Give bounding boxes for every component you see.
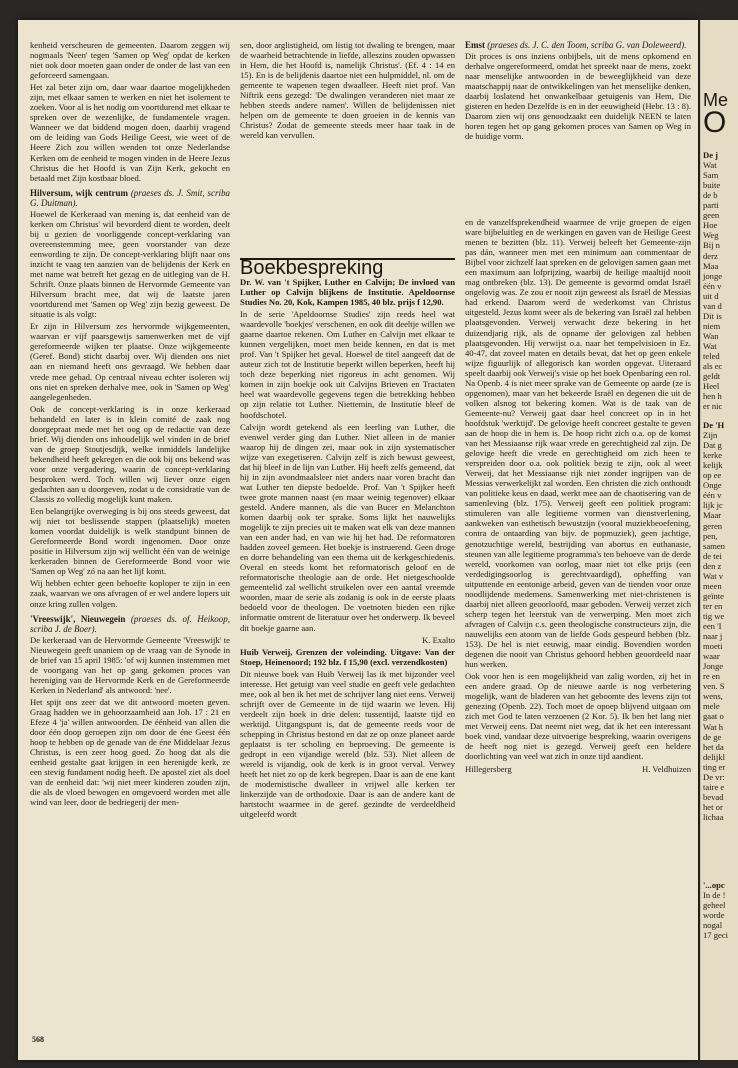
next-page-line: ven. S (703, 681, 725, 692)
heading-title: Emst (465, 40, 485, 50)
heading-title: 'Vreeswijk', Nieuwegein (30, 613, 126, 624)
magazine-page (18, 20, 698, 1060)
next-page-line: Hoe (703, 220, 718, 231)
heading-subtitle: (praeses ds. J. C. den Toom, scriba G. van Doleweerd). (487, 40, 687, 50)
next-page-line: Wat v (703, 570, 724, 581)
next-page-line: als ec (703, 361, 723, 372)
paragraph: kenheid verscheuren de gemeenten. Daarom zeggen wij nogmaals 'Neen' tegen 'Samen op Weg' opdat de kerken niet ook door moeten gaan onder de onder de last van een geforceerd samengaan. (30, 40, 230, 81)
paragraph: Ook de concept-verklaring is in onze kerkeraad behandeld en later is in klein comité de zaak nog doorgepraat mede met het oog op de redactie van deze brief. Wij dienden ons inhoudelijk wel vinden in de brief van de groep Stoutjesdijk, welke inmiddels landelijke bekendheid heeft gekregen en die ook bij ons bekend was voor onze vergadering, waarin de concept-verklaring besproken werd. Toch willen wij liever onze eigen gedachten aan u doorgeven, zodat u de considratie van de Classis zo volledig mogelijk kunt maken. (30, 403, 230, 505)
next-page-line: geen (703, 210, 720, 221)
next-page-line: jonge (703, 270, 723, 281)
paragraph: Er zijn in Hilversum zes hervormde wijkgemeenten, waarvan er vijf paarsgewijs samenwerken met de vijf gereformeerde wijken ter plaatse. Onze wijkgemeente (Geref. Bond) sticht daarbij over. Wij dienden ons niet aan en niemand heeft ons gevraagd. We hebben daar vrede mee gehad. Op centraal niveau echter isoleren wij ons niet en spreken derhalve mee, ook in 'Samen op Weg' aangelegenheden. (30, 321, 230, 402)
review-signoff (465, 764, 691, 774)
paragraph: Ook voor hen is een mogelijkheid van zalig worden, zij het in een andere graad. Op de nieuwe aarde is nog verbetering mogelijk, want de bladeren van het geboomte des levens zijn tot genezing (Openb. 22). Toch moet de opoep blijvend uitgaan om zich met God te laten verzoenen (2 Kor. 5). Ik ben het lang niet met Verweij eens. Dat neemt niet weg, dat ik het een interessant boek vind, vandaar deze uitvoerige bespreking, waarin overigens de heeft nog niet is gezegd. Verweij geeft een heldere doorlichting van veel wat zich in onze tijd aandient. (465, 671, 691, 762)
heading-subtitle: (praeses ds. of. Heikoop, scriba J. de Boer). (30, 613, 230, 634)
book-heading: Huib Verweij, Grenzen der voleinding. Uitgave: Van der Stoep, Heinenoord; 192 blz. f 15,90 (excl. verzendkosten) (240, 646, 455, 667)
page-number: 568 (32, 1035, 44, 1044)
next-page-line: niem (703, 320, 721, 331)
paragraph: Het zal beter zijn om, daar waar daartoe mogelijkheden zijn, met elkaar samen te werken en niet het isolement te zoeken. Voor al is het nodig om voortdurend met elkaar te spreken over de wezenlijke, de fundamentele vragen. Wanneer we dat biddend mogen doen, daarbij vragend om de leiding van Gods Heilige Geest, wie weet of de Heere Zich zou willen wenden tot onze Nederlandse Kerken om de eenheid te mogen vinden in de Heere Jezus Christus die het Hoofd is van Zijn Kerk, gekocht en betaald met Zijn kostbaar bloed. (30, 82, 230, 183)
next-page-line: ter en (703, 600, 723, 611)
heading-title: Hilversum, wijk centrum (30, 187, 128, 198)
column-right-review (465, 217, 691, 774)
column-right-top (465, 40, 691, 143)
next-page-line: geldt (703, 371, 721, 382)
next-page-line: op ee (703, 470, 722, 481)
next-page-line: meen (703, 580, 722, 591)
section-heading-vreeswijk (30, 614, 230, 634)
next-page-line: De vr: (703, 771, 725, 782)
next-page-line: bevad (703, 791, 724, 802)
next-page-line: naar j (703, 631, 723, 642)
next-page-line: Zijn (703, 430, 718, 441)
next-page-line: Wan (703, 330, 719, 341)
paragraph: Calvijn wordt getekend als een leerling van Luther, die evenwel verder ging dan Luther. Niet alleen in de manier waarop hij de dingen zei, maar ook in zijn systematischer wijze van exegetiseren. Calvijn zelf is zich bewust geweest, dat hij bleef in de lijn van Luther. Hij heeft zelfs gemeend, dat hij in zijn avondmaalsleer niet anders naar voren bracht dan wat Luther ten diepste bedoelde. Prof. Van 't Spijker heeft twee grote mannen naast (en maar weinig tegenover) elkaar gesteld. Andere mannen, als die van Bucer en Melanchton komen daarbij ook ter sprake. Soms lijkt het nauwelijks mogelijk te zijn precies uit te maken wat elk van deze mannen van een ander had, en van wie hij het had. De reformatoren hadden zoveel gemeen. Het boekje is instruerend. Geen droge en dorre behandeling van een thema uit de kerkgeschiedenis. Overal en steeds komt het reformatorisch geloof en de reformatorische theologie aan de orde. Het nietgeschoolde gemeentelid zal wellicht struikelen over een aantal vreemde woorden, maar de serie als zodanig is ook in de eerste plaats bedoeld voor de theologen. De voetnoten bieden een rijke informatie omtrent de literatuur over het onderwerp. Ik beveel dit boekje gaarne aan. (240, 421, 455, 633)
next-page-line: kelijk (703, 460, 723, 471)
next-page-line: er nic (703, 401, 723, 412)
next-page-line: de ge (703, 731, 722, 742)
next-page-line: geheel (703, 900, 726, 911)
next-page-line: De 'H (703, 420, 725, 430)
next-page-line: In de ! (703, 890, 726, 901)
next-page-line: geren (703, 520, 723, 531)
next-page-line: Maar (703, 510, 722, 521)
paragraph: en de vanzelfsprekendheid waarmee de vrije groepen de eigen ware bijbeluitleg en de werkingen en gaven van de Heilige Geest menen te bezitten (blz. 11). Verweij beleeft het Gemeente-zijn pas dán, wanneer men met een minimum aan commentaar de Bijbel voor zichzelf laat spreken en de gelovigen samen gaan met een maximum aan lofprijzing, waarbij de heilige maaltijd nooit mag ontbreken (blz. 13). De gemeente is gevormd omdat Israël ongelovig was. Ze zou er nooit zijn geweest als Israël de Messias had erkend. Daarom werd de wederkomst van Christus uitgesteld. Jezus komt weer als de bekering van Israël zal hebben plaatsgevonden. Verweij verwacht deze bekering in het duizendjarig rijk, als de opname der gelovigen zal hebben plaatsgevonden. Hij verwijst o.a. naar het tempelvisioen in Ez. 40-47, dat zoveel maten en details bevat, dat het op geen enkele wijze figuurlijk of allegorisch kan worden opgevat. Uiteraard speelt daarbij ook Verweij's visie op het boek Openbaring een rol. Na Openb. 4 is niet meer sprake van de Gemeente op aarde (ze is opgenomen), maar van het bekeerde Israël en degenen die uit de volken alsnog tot bekering komen. Wat is de taak van de Gemeente-nu? Verweij gaat daar heel concreet op in in het hoofdstuk 'werktijd'. De gelovige heeft concreet gestalte te geven aan de hoop die in hem is. De hoop richt zich o.a. op de komst van het Messiaanse rijk waar vrede en gerechtigheid zal zijn. De gelovige heeft die vrede en gerechtigheid om zich heen te verspreiden door o.a. ook politiek bezig te zijn, ook al weet Verweij, dat het Messiaanse rijk niet zonder ingrijpen van de Messias verwerkelijkt zal worden. Een christen die zich onthoudt van politieke keus en daad, werkt mee aan de chaotisering van de samenleving (blz. 175). Verweij geeft een politiek program: stimuleren van alle legitieme vormen van dienstverlening, aankweken van esthetisch bewustzijn (vooral muziekbeoefening, contra de ontaarding van bijv. de popmuziek), geen jachtige, genotzuchtige wereld, bestrijding van abortus en euthanasie, steunen van alle legitieme programma's ten behoeve van de derde wereld, voorkomen van oorlog, maar niet tot elke prijs (een verdedigingsoorlog is gerechtvaardigd), opheffing van uitputtende en eentonige arbeid, geven van de tienden voor onze noodlijdende medemens. Samenwerking met niet-christenen is daarbij niet alleen geoorloofd, maar geboden. Verweij verzet zich scherp tegen het leerstuk van de verwerping. Men moet zich afvragen of Calvijn c.s. geen theologische constructeurs zijn, die nauwelijks een atoom van de liefde Gods gespeurd hebben (blz. 153). De hel is niet eeuwig, maar eindig. Bovendien worden degenen die nooit van Christus gehoord hebben geoordeeld naar hun werken. (465, 217, 691, 670)
heading-subtitle: (praeses ds. J. Smit, scriba G. Duitman). (30, 187, 230, 208)
next-page-line: worde (703, 910, 725, 921)
next-page-line: moeti (703, 641, 723, 652)
column-left (30, 40, 230, 809)
next-page-line: één v (703, 490, 722, 501)
reviewer-name: K. Exalto (422, 634, 455, 645)
next-page-line: een 'I (703, 621, 722, 631)
paragraph: Hoewel de Kerkeraad van mening is, dat eenheid van de kerken om Christus' wil bevorderd dient te worden, deelt bij u gezien de voorliggende concept-verklaring van overeenstemming mee, geen voorstander van deze eenwording te zijn. De concept-verklaring blijft naar ons inzicht te vaag ten aanzien van de belijdenis der Kerk en met name wat betreft het gezag en de uitleging van de H. Schrift. Onze plaats binnen de Hervormde Gemeente van Hilversum bracht mee, dat wij de laatste jaren voortdurend met 'Samen op Weg' zijn bezig geweest. De situatie is als volgt: (30, 208, 230, 320)
paragraph: Dit proces is ons inziens onbijbels, uit de mens opkomend en derhalve ongereformeerd, omdat het spreekt naar de mens, zoekt naar menselijke antwoorden in de beweeglijkheid van deze maatschappij naar de ontwikkelingen van het menselijke denken, daarbij loslatend het onwankelbaar getuigenis van Hem, Die gisteren en heden Dezelfde is en in der eeuwigheid (Hebr. 13 : 8). Daarom zien wij ons genoodzaakt een duidelijk NEEN te laten horen tegen het op gang gekomen proces van Samen op Weg in de huidige vorm. (465, 51, 691, 142)
book-review-section (240, 258, 455, 821)
next-page-line: teled (703, 351, 720, 361)
next-page-line: Wat h (703, 721, 724, 732)
section-heading-emst (465, 40, 691, 50)
next-page-initial: O (703, 106, 727, 139)
next-page-line: van d (703, 300, 722, 311)
paragraph: Het spijt ons zeer dat we dit antwoord moeten geven. Graag hadden we in gehoorzaamheid aan Joh. 17 : 21 en Efeze 4 'ja' willen antwoorden. De éénheid van allen die door één doop geroepen zijn om door de éne Geest één hoop te hebben op de genade van de éne Middelaar Jezus Christus, is een zeer hoog goed. Zo hoog dat als die eenheid gestalte gaat krijgen in een herenigde kerk, ze een stevig fundament nodig heeft. De apostel ziet als doel van de eenheid dat: 'wij niet meer kinderen zouden zijn, die als de vloed bewogen en omgevoerd worden met alle wind van leer, door de bedriegerij der men- (30, 696, 230, 808)
next-page-line: geïnte (703, 590, 724, 601)
next-page-line: Wat (703, 340, 717, 351)
adjacent-page-edge (700, 20, 738, 1060)
next-page-line: Maa (703, 260, 719, 271)
next-page-line: mele (703, 701, 720, 712)
paragraph: In de serie 'Apeldoornse Studies' zijn reeds heel wat waardevolle 'boekjes' verschenen, en ook dit deeltje willen we gaarne daartoe rekenen. Om Luther en Calvijn met elkaar te kunnen vergelijken, moet men beide kennen, en dat is met prof. Van 't Spijker het geval. Hoewel de titel aangeeft dat de auteur zich tot de Institutie beperkt willen beperken, heeft hij toch deze beperking niet rigoreus in acht genomen. Wij komen in zijn boekje ook uit Calvijns Brieven en Tractaten heel wat waardevolle gegevens tegen die betrekking hebben op zijn relatie tot Luther. Niettemin, de Institutie bleef de hoofdschotel. (240, 309, 455, 420)
next-page-line: pen, (703, 530, 718, 541)
next-page-line: Dat g (703, 440, 722, 451)
next-page-line: Heel (703, 381, 720, 392)
next-page-line: lichaa (703, 811, 724, 822)
next-page-line: tig we (703, 610, 725, 621)
next-page-line: De j (703, 150, 719, 160)
next-page-line: nogal (703, 920, 723, 931)
next-page-line: 17 geci (703, 930, 729, 941)
next-page-line: kerke (703, 450, 723, 461)
next-page-line: waar (703, 651, 720, 662)
reviewer-name: H. Veldhuizen (641, 763, 691, 774)
next-page-line: re en (703, 671, 720, 682)
next-page-line: gaat o (703, 711, 724, 722)
place: Hillegersberg (465, 763, 512, 774)
next-page-line: het or (703, 801, 723, 812)
next-page-line: den z (703, 560, 722, 571)
next-page-line: taire e (703, 781, 725, 792)
section-title: Boekbespreking (240, 258, 455, 273)
next-page-line: samen (703, 540, 725, 551)
next-page-line: Bij n (703, 240, 720, 251)
next-page-line: Wat (703, 160, 717, 171)
next-page-line: de b (703, 190, 718, 201)
next-page-line: Jonge (703, 661, 724, 672)
next-page-line: Onge (703, 480, 722, 491)
book-heading: Dr. W. van 't Spijker, Luther en Calvijn; De invloed van Luther op Calvijn blijkens de Institutie. Apeldoornse Studies No. 20, Kok, Kampen 1985, 40 blz. prijs f 12,90. (240, 277, 455, 308)
next-page-line: lijk jc (703, 500, 723, 511)
next-page-line: Weg (703, 230, 719, 241)
paragraph: sen, door arglistigheid, om listig tot dwaling te brengen, maar de waarheid betrachtende in liefde, alleszins zouden opwassen in Hem, die het Hoofd is, namelijk Christus'. (Ef. 4 : 14 en 15). En is de belijdenis daartoe niet een hulpmiddel, nl. om de gemeente te wapenen tegen dwaalleer. Heeft niet prof. Van Niftrik eens gezegd: 'De dwalingen veranderen niet maar ze hebben steeds andere namen'. Willen de belijdenissen niet helpen om de gemeente te doen groeien in de kennis van Christus? Zodat de gemeente steeds meer haar taak in de wereld kan vervullen. (240, 40, 455, 141)
next-page-line: wens, (703, 691, 723, 702)
paragraph: Een belangrijke overweging is bij ons steeds geweest, dat wij niet tot beslissende stappen (plaatselijk) moeten komen voordat duidelijk is welk standpunt binnen de Gereformeerde Bond wordt ingenomen. Door onze positie in Hilversum zijn wij wellicht één van de weinige kerkeraden binnen de Gereformeerde Bond voor wie 'Samen op Weg' zó na aan het lijf komt. (30, 506, 230, 577)
next-page-line: buite (703, 180, 721, 191)
next-page-line: ting er (703, 761, 726, 772)
next-page-line: parti (703, 200, 719, 211)
next-page-line: één v (703, 280, 722, 291)
next-page-line: delijkl (703, 751, 725, 762)
next-page-line: de tei (703, 550, 722, 561)
paragraph: Dit nieuwe boek van Huib Verweij las ik met bijzonder veel interesse. Het getuigt van veel studie en geeft vele gedachten mee, ook al ben ik het met de schrijver lang niet eens. Verweij schrijft over de Gemeente in de tijd waarin we leven. Hij verdeelt zijn boek in drie delen: tussentijd, laatste tijd en werktijd. Uitgangspunt is, dat de gemeente reeds voor de schepping in Christus bestond en dat ze op onze planeet aarde geplaatst is ter scholing en beproeving. De gemeente is gedropt in een vijandige wereld (blz. 53). Niet alleen de wereld is vijandig, ook de kerk is in groot verval. Verwey heeft het niet zo op de kerk begrepen. Daar is aan de ene kant de modernistische dwalleer in vrijwel alle kerken ter linkerzijde van de orthodoxie. Daar is aan de andere kant de hartstocht waarmee in de geref. gezindte de verdeeldheid uitgeleefd wordt (240, 668, 455, 820)
paragraph: Wij hebben echter geen behoefte koploper te zijn in een zaak, waarvan we ons afvragen of er wel andere lopers uit onze kring zullen volgen. (30, 578, 230, 609)
next-page-header: Me (703, 90, 729, 110)
column-middle-top (240, 40, 455, 142)
section-heading-hilversum (30, 188, 230, 208)
next-page-line: derz (703, 250, 718, 261)
paragraph: De kerkeraad van de Hervormde Gemeente 'Vreeswijk' te Nieuwegein geeft unaniem op de vraag van de Synode in de brief van 15 april 1985: 'of wij kunnen instemmen met de voortgang van het op gang gekomen proces van hereniging van de Hervormde Kerk en de Gereformeerde Kerken in Nederland' als antwoord: 'nee'. (30, 634, 230, 695)
next-page-line: Dit is (703, 310, 722, 321)
next-page-line: het da (703, 741, 724, 752)
next-page-line: uit d (703, 290, 719, 301)
next-page-line: Sam (703, 170, 719, 181)
next-page-line: hen h (703, 391, 722, 402)
next-page-line: '...opc (703, 880, 725, 890)
